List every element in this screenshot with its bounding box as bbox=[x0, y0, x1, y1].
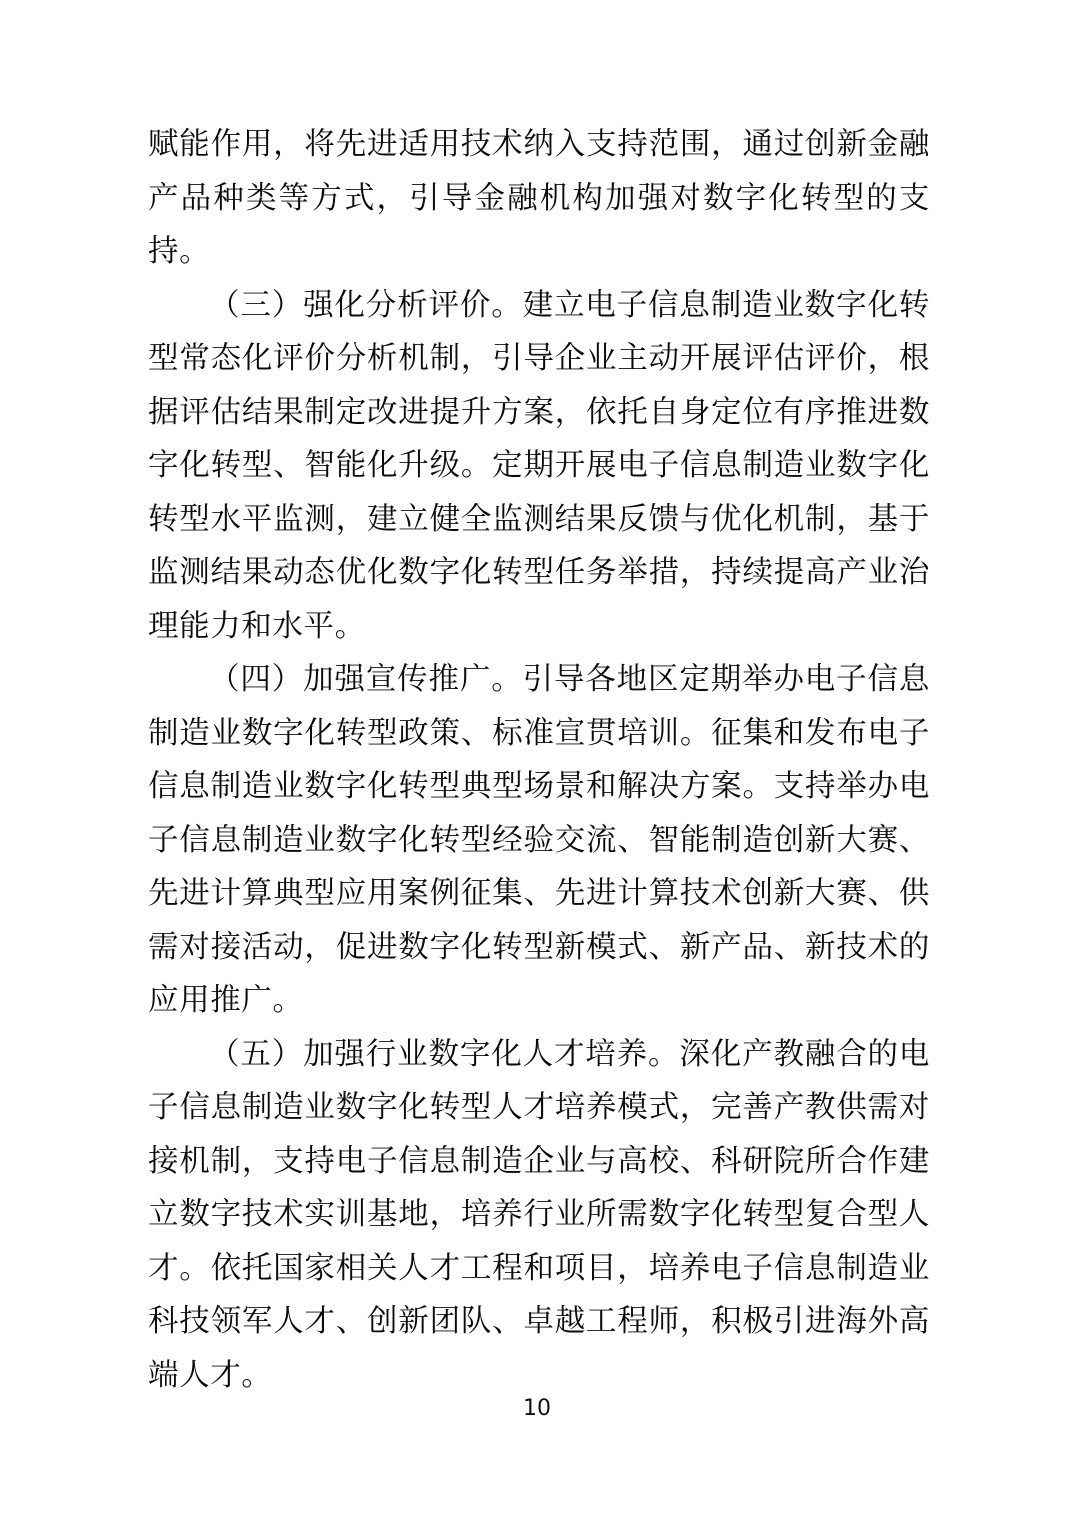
paragraph-section-three: （三）强化分析评价。建立电子信息制造业数字化转型常态化评价分析机制，引导企业主动开展评估评价，根据评估结果制定改进提升方案，依托自身定位有序推进数字化转型、智能化升级。定期开展电子信息制造业数字化转型水平监测，建立健全监测结果反馈与优化机制，基于监测结果动态优化数字化转型任务举措，持续提高产业治理能力和水平。 bbox=[148, 287, 930, 644]
page-body bbox=[148, 118, 930, 1402]
paragraph-continuation: 赋能作用，将先进适用技术纳入支持范围，通过创新金融产品种类等方式，引导金融机构加强对数字化转型的支持。 bbox=[148, 127, 930, 269]
paragraph-section-four: （四）加强宣传推广。引导各地区定期举办电子信息制造业数字化转型政策、标准宣贯培训。征集和发布电子信息制造业数字化转型典型场景和解决方案。支持举办电子信息制造业数字化转型经验交流、智能制造创新大赛、先进计算典型应用案例征集、先进计算技术创新大赛、供需对接活动，促进数字化转型新模式、新产品、新技术的应用推广。 bbox=[148, 662, 930, 1018]
paragraph-section-five: （五）加强行业数字化人才培养。深化产教融合的电子信息制造业数字化转型人才培养模式，完善产教供需对接机制，支持电子信息制造企业与高校、科研院所合作建立数字技术实训基地，培养行业所需数字化转型复合型人才。依托国家相关人才工程和项目，培养电子信息制造业科技领军人才、创新团队、卓越工程师，积极引进海外高端人才。 bbox=[148, 1036, 930, 1393]
page-number: 10 bbox=[523, 1396, 551, 1421]
